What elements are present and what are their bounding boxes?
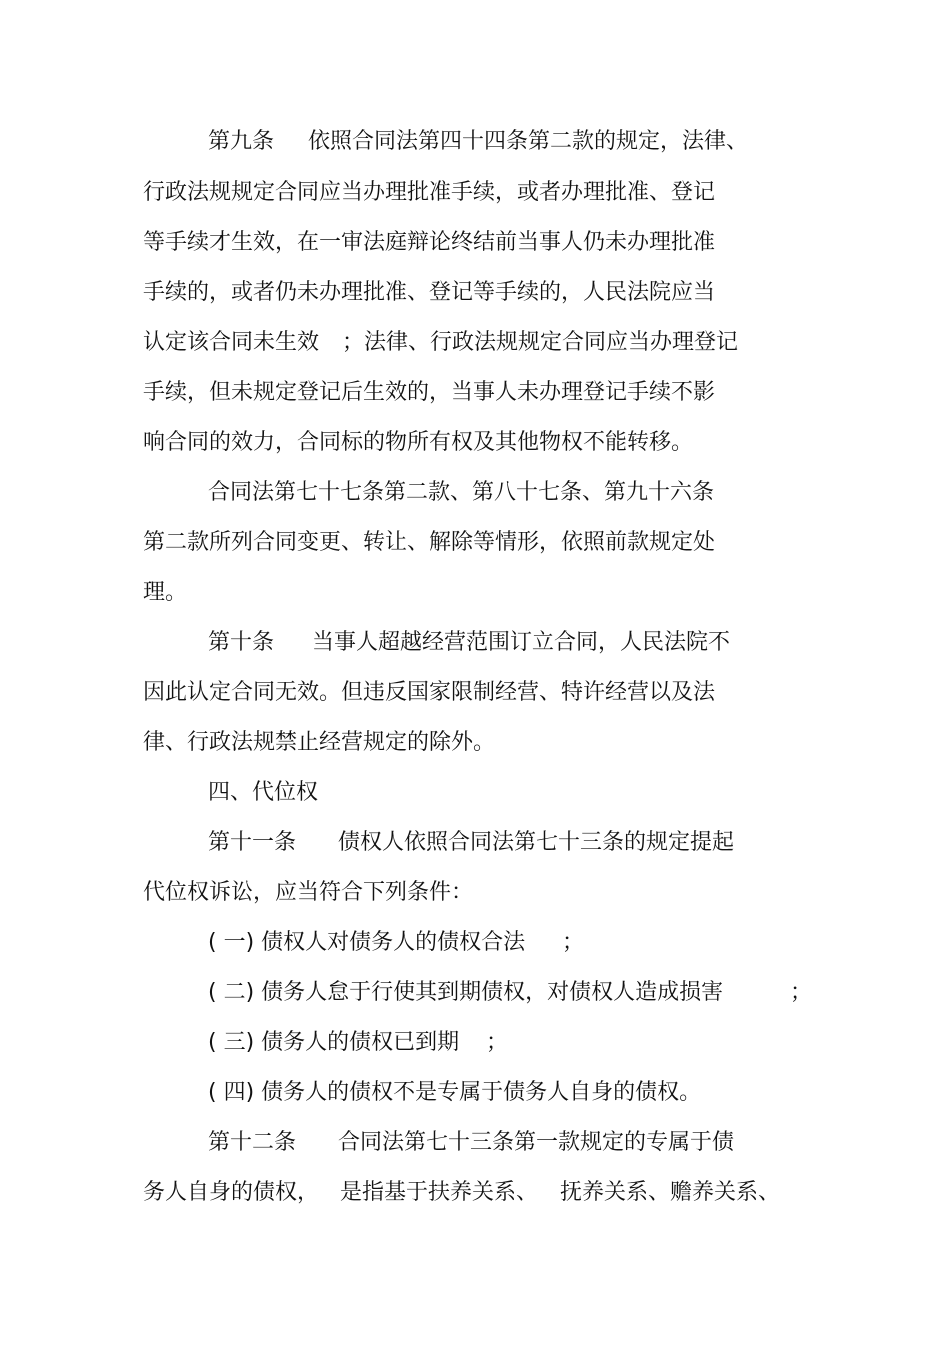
text-segment: 手续，但未规定登记后生效的，当事人未办理登记手续不影 <box>143 380 716 405</box>
text-line <box>0 578 950 628</box>
text-line <box>0 528 950 578</box>
text-segment: 认定该合同未生效 <box>143 330 320 355</box>
text-segment: 理。 <box>143 580 188 605</box>
text-segment: 是指基于扶养关系、 <box>340 1180 539 1205</box>
text-line <box>0 1128 950 1178</box>
text-segment: 代位权诉讼，应当符合下列条件： <box>143 880 474 905</box>
text-segment: 手续的，或者仍未办理批准、登记等手续的，人民法院应当 <box>143 280 716 305</box>
article-10-heading: 第十条 <box>208 630 275 655</box>
text-line <box>0 328 950 378</box>
text-line <box>0 228 950 278</box>
text-segment: 等手续才生效，在一审法庭辩论终结前当事人仍未办理批准 <box>143 230 716 255</box>
text-line <box>0 828 950 878</box>
text-segment: 合同法第七十三条第一款规定的专属于债 <box>338 1130 735 1155</box>
text-segment: 当事人超越经营范围订立合同，人民法院不 <box>312 630 731 655</box>
list-item <box>0 928 950 978</box>
text-segment: ( 二) 债务人怠于行使其到期债权，对债权人造成损害 <box>208 980 724 1005</box>
section-heading <box>0 778 950 828</box>
text-line <box>0 378 950 428</box>
text-line <box>0 127 950 177</box>
text-segment: 响合同的效力，合同标的物所有权及其他物权不能转移。 <box>143 430 694 455</box>
list-item <box>0 1078 950 1128</box>
text-segment: 因此认定合同无效。但违反国家限制经营、特许经营以及法 <box>143 680 716 705</box>
text-line <box>0 878 950 928</box>
list-item <box>0 978 950 1028</box>
article-9-heading: 第九条 <box>208 129 275 154</box>
text-line <box>0 278 950 328</box>
text-segment: 合同法第七十七条第二款、第八十七条、第九十六条 <box>208 480 715 505</box>
text-segment: 律、行政法规禁止经营规定的除外。 <box>143 730 496 755</box>
text-segment: ； <box>562 930 585 955</box>
text-line <box>0 678 950 728</box>
text-segment: ； <box>790 980 813 1005</box>
text-segment: 第二款所列合同变更、转让、解除等情形，依照前款规定处 <box>143 530 716 555</box>
list-item <box>0 1028 950 1078</box>
text-line <box>0 1178 950 1228</box>
text-segment: ( 三) 债务人的债权已到期 <box>208 1030 460 1055</box>
text-line <box>0 628 950 678</box>
text-segment: 行政法规规定合同应当办理批准手续，或者办理批准、登记 <box>143 180 716 205</box>
text-segment: 务人自身的债权， <box>143 1180 320 1205</box>
text-line <box>0 178 950 228</box>
text-segment: ； <box>486 1030 509 1055</box>
text-line <box>0 728 950 778</box>
text-segment: ；法律、行政法规规定合同应当办理登记 <box>342 330 739 355</box>
text-segment: 债权人依照合同法第七十三条的规定提起 <box>338 830 735 855</box>
text-segment: ( 四) 债务人的债权不是专属于债务人自身的债权。 <box>208 1080 702 1105</box>
text-segment: 抚养关系、赡养关系、 <box>560 1180 781 1205</box>
text-line <box>0 428 950 478</box>
article-11-heading: 第十一条 <box>208 830 297 855</box>
text-segment: ( 一) 债权人对债务人的债权合法 <box>208 930 526 955</box>
article-12-heading: 第十二条 <box>208 1130 297 1155</box>
text-line <box>0 478 950 528</box>
text-segment: 依照合同法第四十四条第二款的规定，法律、 <box>308 129 749 154</box>
section-title: 四、代位权 <box>208 780 319 805</box>
